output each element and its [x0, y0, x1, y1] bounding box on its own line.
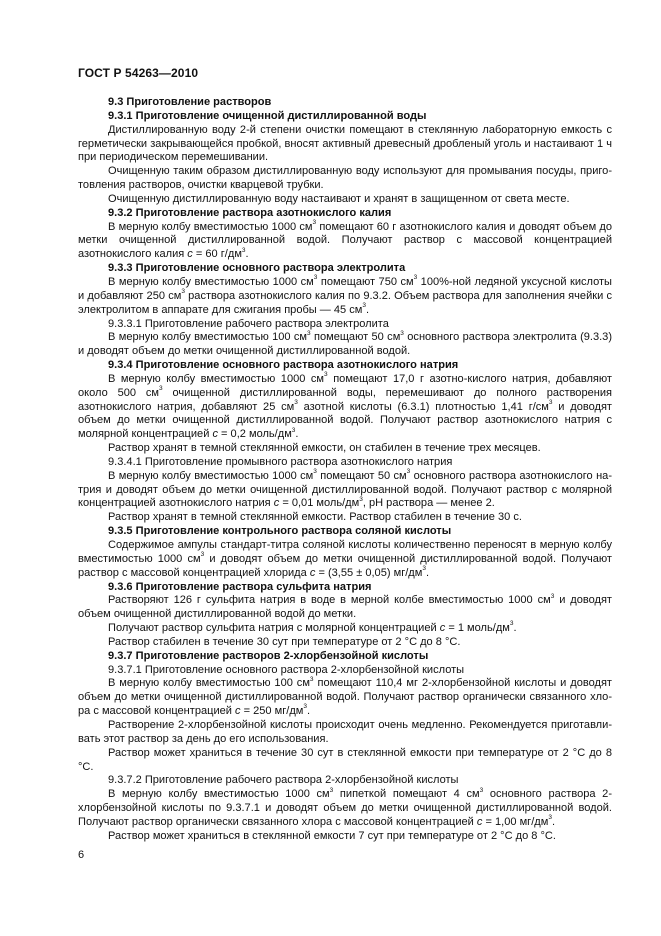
- paragraph: [78, 193, 612, 207]
- text-run: помещают 110,4 мг 2-хлорбензойной кислоты и доводят объем до метки очищенной дистиллированной водой. Получают раствор органически связанного хлора с массовой концентрацией: [78, 677, 612, 718]
- text-run: и доводят объем до метки очищенной дистиллированной водой. Получают раствор азотнокислого натрия с молярной концентрацией: [78, 400, 612, 441]
- text-run: В мерную колбу вместимостью 1000 см: [108, 372, 325, 385]
- text-run: Раствор может храниться в стеклянной емкости 7 сут при температуре от 2 °С до 8 °С.: [108, 829, 556, 842]
- superscript: 3: [309, 675, 314, 683]
- superscript: 3: [307, 329, 311, 337]
- text-run: = 60 г/дм: [192, 248, 242, 261]
- superscript: 3: [324, 371, 328, 379]
- paragraph: [78, 124, 612, 166]
- paragraph: [78, 830, 612, 844]
- section-heading: [78, 650, 612, 664]
- paragraph: [78, 331, 612, 359]
- superscript: 3: [422, 565, 426, 573]
- variable-symbol: с: [187, 248, 193, 261]
- superscript: 3: [509, 620, 514, 628]
- document-body: [78, 96, 612, 844]
- paragraph: [78, 373, 612, 442]
- variable-symbol: с: [273, 497, 280, 510]
- text-run: основного раствора азотнокислого натрия и доводят объем до метки очищенной дистиллированной водой. Получают раствор с молярной концентрацией азотнокислого натрия: [78, 469, 613, 510]
- text-run: 9.3.7.2 Приготовление рабочего раствора 2-хлорбензойной кислоты: [108, 774, 459, 787]
- superscript: 3: [359, 495, 363, 503]
- text-run: помещают 750 см: [317, 275, 414, 288]
- paragraph: [78, 165, 612, 193]
- text-run: раствора азотнокислого калия по 9.3.2. Объем раствора для заполнения ячейки с электролитом в аппарате для сжигания пробы — 45 см: [78, 289, 612, 316]
- text-run: и доводят объем до метки очищенной дистиллированной водой. Получают раствор с массовой концентрацией хлорида: [78, 552, 612, 579]
- superscript: 3: [313, 274, 318, 282]
- text-run: 9.3.3 Приготовление основного раствора электролита: [108, 262, 406, 275]
- text-run: = 1 моль/дм: [445, 622, 510, 635]
- paragraph: [78, 747, 612, 775]
- subsection-heading: [78, 774, 612, 788]
- document-header: ГОСТ Р 54263—2010: [78, 66, 199, 80]
- superscript: 3: [313, 468, 317, 476]
- page-number: 6: [78, 849, 85, 861]
- section-heading: [78, 262, 612, 276]
- paragraph: [78, 511, 612, 525]
- superscript: 3: [241, 246, 246, 254]
- text-run: .: [295, 428, 299, 441]
- paragraph: [78, 719, 612, 747]
- text-run: Растворение 2-хлорбензойной кислоты происходит очень медленно. Рекомендуется приготавливать этот раствор за день до его использования.: [78, 718, 612, 745]
- text-run: 9.3.5 Приготовление контрольного раствора соляной кислоты: [108, 525, 452, 538]
- text-run: Растворяют 126 г сульфита натрия в воде в мерной колбе вместимостью 1000 см: [108, 594, 551, 607]
- text-run: 9.3.3.1 Приготовление рабочего раствора электролита: [108, 317, 389, 330]
- variable-symbol: с: [439, 622, 446, 635]
- text-run: В мерную колбу вместимостью 100 см: [108, 331, 307, 344]
- subsection-heading: [78, 664, 612, 678]
- superscript: 3: [303, 703, 307, 711]
- superscript: 3: [329, 786, 334, 794]
- text-run: помещают 50 см: [310, 331, 401, 344]
- text-run: 9.3.6 Приготовление раствора сульфита натрия: [108, 580, 372, 593]
- section-heading: [78, 110, 612, 124]
- variable-symbol: с: [476, 815, 483, 828]
- paragraph: [78, 788, 612, 830]
- text-run: очищенной дистиллированной воды, перемешивают до полного растворения азотнокислого натрия, добавляют 25 см: [78, 386, 612, 413]
- subsection-heading: [78, 456, 612, 470]
- superscript: 3: [548, 814, 552, 822]
- text-run: .: [307, 705, 311, 718]
- text-run: = 0,2 моль/дм: [217, 428, 292, 441]
- text-run: 9.3.7 Приготовление растворов 2-хлорбензойной кислоты: [108, 649, 429, 662]
- superscript: 3: [312, 218, 317, 226]
- text-run: 9.3.7.1 Приготовление основного раствора 2-хлорбензойной кислоты: [108, 663, 465, 676]
- variable-symbol: с: [235, 705, 241, 718]
- text-run: В мерную колбу вместимостью 1000 см: [108, 220, 313, 233]
- section-heading: [78, 525, 612, 539]
- paragraph: [78, 470, 612, 512]
- text-run: Очищенную дистиллированную воду настаивают и хранят в защищенном от света месте.: [108, 192, 570, 205]
- text-run: В мерную колбу вместимостью 1000 см: [108, 788, 330, 801]
- text-run: пипеткой помещают 4 см: [333, 788, 480, 801]
- text-run: 9.3.4 Приготовление основного раствора азотнокислого натрия: [108, 359, 459, 372]
- variable-symbol: с: [212, 428, 218, 441]
- text-run: Раствор стабилен в течение 30 сут при температуре от 2 °С до 8 °С.: [108, 635, 461, 648]
- text-run: 9.3.1 Приготовление очищенной дистиллированной воды: [108, 109, 427, 122]
- superscript: 3: [550, 592, 555, 600]
- superscript: 3: [159, 385, 163, 393]
- text-run: .: [366, 303, 370, 316]
- text-run: .: [513, 622, 517, 635]
- text-run: и доводят объем очищенной дистиллированной водой до метки.: [78, 594, 612, 621]
- subsection-heading: [78, 318, 612, 332]
- paragraph: [78, 594, 612, 622]
- paragraph: [78, 276, 612, 318]
- text-run: В мерную колбу вместимостью 1000 см: [108, 275, 314, 288]
- superscript: 3: [181, 288, 185, 296]
- paragraph: [78, 636, 612, 650]
- paragraph: [78, 218, 612, 263]
- superscript: 3: [400, 329, 404, 337]
- text-run: = 1,00 мг/дм: [482, 815, 549, 828]
- text-run: основного раствора 2-хлорбензойной кислоты по 9.3.7.1 и доводят объем до метки очищенной дистиллированной водой. Получают раствор органически связанного хлора с массовой концентрацией: [78, 788, 613, 828]
- text-run: Очищенную таким образом дистиллированную воду используют для промывания посуды, приготовления растворов, очистки кварцевой трубки.: [78, 165, 612, 192]
- text-run: основного раствора электролита (9.3.3) и доводят объем до метки очищенной дистиллированной водой.: [78, 331, 613, 358]
- text-run: азотной кислоты (6.3.1) плотностью 1,41 г/см: [297, 400, 549, 413]
- text-run: Раствор хранят в темной стеклянной емкости, он стабилен в течение трех месяцев.: [108, 442, 541, 455]
- superscript: 3: [294, 398, 298, 406]
- text-run: Раствор может храниться в течение 30 сут в стеклянной емкости при температуре от 2 °С до 8 °С.: [78, 746, 612, 773]
- text-run: помещают 17,0 г азотно-кислого натрия, добавляют около 500 см: [78, 372, 612, 399]
- text-run: .: [425, 566, 430, 579]
- section-heading: [78, 207, 612, 221]
- paragraph: [78, 539, 612, 581]
- section-heading: [78, 581, 612, 595]
- section-heading: [78, 96, 612, 110]
- superscript: 3: [406, 468, 411, 476]
- variable-symbol: с: [309, 566, 316, 579]
- text-run: .: [245, 248, 249, 261]
- superscript: 3: [413, 274, 418, 282]
- superscript: 3: [291, 426, 296, 434]
- text-run: .: [551, 815, 556, 828]
- text-run: , pH раствора — менее 2.: [362, 497, 495, 510]
- text-run: 100%-ной ледяной уксусной кислоты и добавляют 250 см: [78, 275, 612, 302]
- text-run: 9.3.4.1 Приготовление промывного раствора азотнокислого натрия: [108, 455, 453, 468]
- superscript: 3: [479, 786, 484, 794]
- text-run: Дистиллированную воду 2-й степени очистки помещают в стеклянную лабораторную емкость с герметически закрывающейся пробкой, вносят активный древесный дробленый уголь и настаивают 1 ч при периодическом перемешивании.: [78, 123, 612, 164]
- paragraph: [78, 677, 612, 719]
- text-run: помещают 50 см: [316, 469, 407, 482]
- text-run: В мерную колбу вместимостью 100 см: [108, 677, 310, 690]
- text-run: Раствор хранят в темной стеклянной емкости. Раствор стабилен в течение 30 с.: [108, 511, 522, 524]
- text-run: 9.3.2 Приготовление раствора азотнокислого калия: [108, 206, 392, 219]
- paragraph: [78, 622, 612, 636]
- text-run: помещают 60 г азотнокислого калия и доводят объем до метки очищенной дистиллированной водой. Получают раствор с массовой концентрацией азотнокислого калия: [78, 220, 612, 261]
- section-heading: [78, 359, 612, 373]
- superscript: 3: [200, 551, 205, 559]
- paragraph: [78, 442, 612, 456]
- superscript: 3: [362, 301, 367, 309]
- text-run: В мерную колбу вместимостью 1000 см: [108, 469, 314, 482]
- text-run: 9.3 Приготовление растворов: [108, 96, 272, 108]
- text-run: Получают раствор сульфита натрия с молярной концентрацией: [108, 622, 440, 635]
- text-run: = (3,55 ± 0,05) мг/дм: [315, 566, 423, 579]
- superscript: 3: [548, 398, 553, 406]
- text-run: = 0,01 моль/дм: [279, 497, 360, 510]
- text-run: = 250 мг/дм: [240, 705, 304, 718]
- text-run: Содержимое ампулы стандарт-титра соляной кислоты количественно переносят в мерную колбу вместимостью 1000 см: [78, 539, 612, 565]
